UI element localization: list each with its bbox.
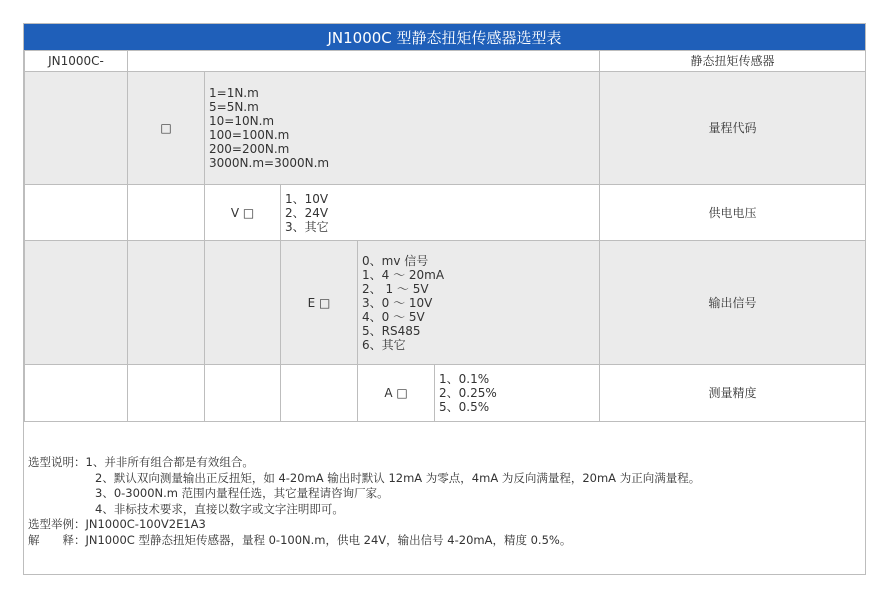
product-name-cell: 静态扭矩传感器 — [600, 51, 866, 72]
voltage-option: 2、24V — [285, 205, 329, 220]
range-option: 1=1N.m — [209, 86, 259, 100]
empty-cell — [205, 241, 281, 365]
accuracy-symbol: A □ — [358, 365, 435, 422]
empty-cell — [25, 185, 128, 241]
voltage-option: 1、10V — [285, 191, 329, 206]
notes-intro-label: 选型说明： — [28, 455, 86, 469]
example-code: JN1000C-100V2E1A3 — [85, 517, 206, 531]
empty-cell — [25, 72, 128, 185]
empty-cell — [128, 185, 205, 241]
range-option: 100=100N.m — [209, 128, 290, 142]
selection-table — [24, 50, 866, 422]
accuracy-options — [435, 365, 600, 422]
range-options — [205, 72, 600, 185]
output-option: 5、RS485 — [362, 323, 421, 338]
note-item: 3、0-3000N.m 范围内量程任选，其它量程请咨询厂家。 — [95, 486, 389, 500]
header-spacer-cell — [128, 51, 600, 72]
example-label: 选型举例： — [28, 517, 86, 531]
accuracy-label: 测量精度 — [600, 365, 866, 422]
empty-cell — [205, 365, 281, 422]
voltage-options — [281, 185, 600, 241]
range-option: 3000N.m=3000N.m — [209, 156, 330, 170]
explain-line — [28, 533, 860, 549]
empty-cell — [128, 365, 205, 422]
range-option: 10=10N.m — [209, 114, 275, 128]
empty-cell — [25, 365, 128, 422]
voltage-option: 3、其它 — [285, 219, 329, 234]
note-line — [28, 455, 860, 471]
range-label: 量程代码 — [600, 72, 866, 185]
empty-cell — [128, 241, 205, 365]
output-option: 4、0 ～ 5V — [362, 309, 425, 324]
selection-notes — [28, 455, 860, 548]
note-item: 4、非标技术要求，直接以数字或文字注明即可。 — [95, 501, 344, 516]
output-option: 6、其它 — [362, 337, 406, 352]
accuracy-option: 5、0.5% — [439, 400, 490, 414]
output-option: 1、4 ～ 20mA — [362, 267, 445, 282]
empty-cell — [281, 365, 358, 422]
example-line — [28, 517, 860, 533]
output-option: 3、0 ～ 10V — [362, 295, 433, 310]
selection-sheet — [23, 23, 866, 575]
explain-label: 解 释： — [28, 532, 86, 547]
range-symbol: □ — [128, 72, 205, 185]
output-option: 2、 1 ～ 5V — [362, 281, 429, 296]
note-item: 1、并非所有组合都是有效组合。 — [85, 455, 254, 469]
accuracy-option: 2、0.25% — [439, 386, 497, 400]
range-row — [25, 72, 866, 185]
accuracy-row — [25, 365, 866, 422]
range-option: 200=200N.m — [209, 142, 290, 156]
output-symbol: E □ — [281, 241, 358, 365]
explain-text: JN1000C 型静态扭矩传感器，量程 0-100N.m，供电 24V，输出信号 4-20mA，精度 0.5%。 — [85, 532, 572, 547]
voltage-label: 供电电压 — [600, 185, 866, 241]
voltage-row — [25, 185, 866, 241]
output-option: 0、mv 信号 — [362, 253, 429, 268]
output-row — [25, 241, 866, 365]
output-label: 输出信号 — [600, 241, 866, 365]
output-options — [358, 241, 600, 365]
model-prefix-cell: JN1000C- — [25, 51, 128, 72]
page-title: JN1000C 型静态扭矩传感器选型表 — [24, 24, 865, 50]
header-row — [25, 51, 866, 72]
accuracy-option: 1、0.1% — [439, 372, 490, 386]
range-option: 5=5N.m — [209, 100, 259, 114]
empty-cell — [25, 241, 128, 365]
voltage-symbol: V □ — [205, 185, 281, 241]
note-item: 2、默认双向测量输出正反扭矩，如 4-20mA 输出时默认 12mA 为零点，4mA 为反向满量程，20mA 为正向满量程。 — [95, 470, 701, 485]
